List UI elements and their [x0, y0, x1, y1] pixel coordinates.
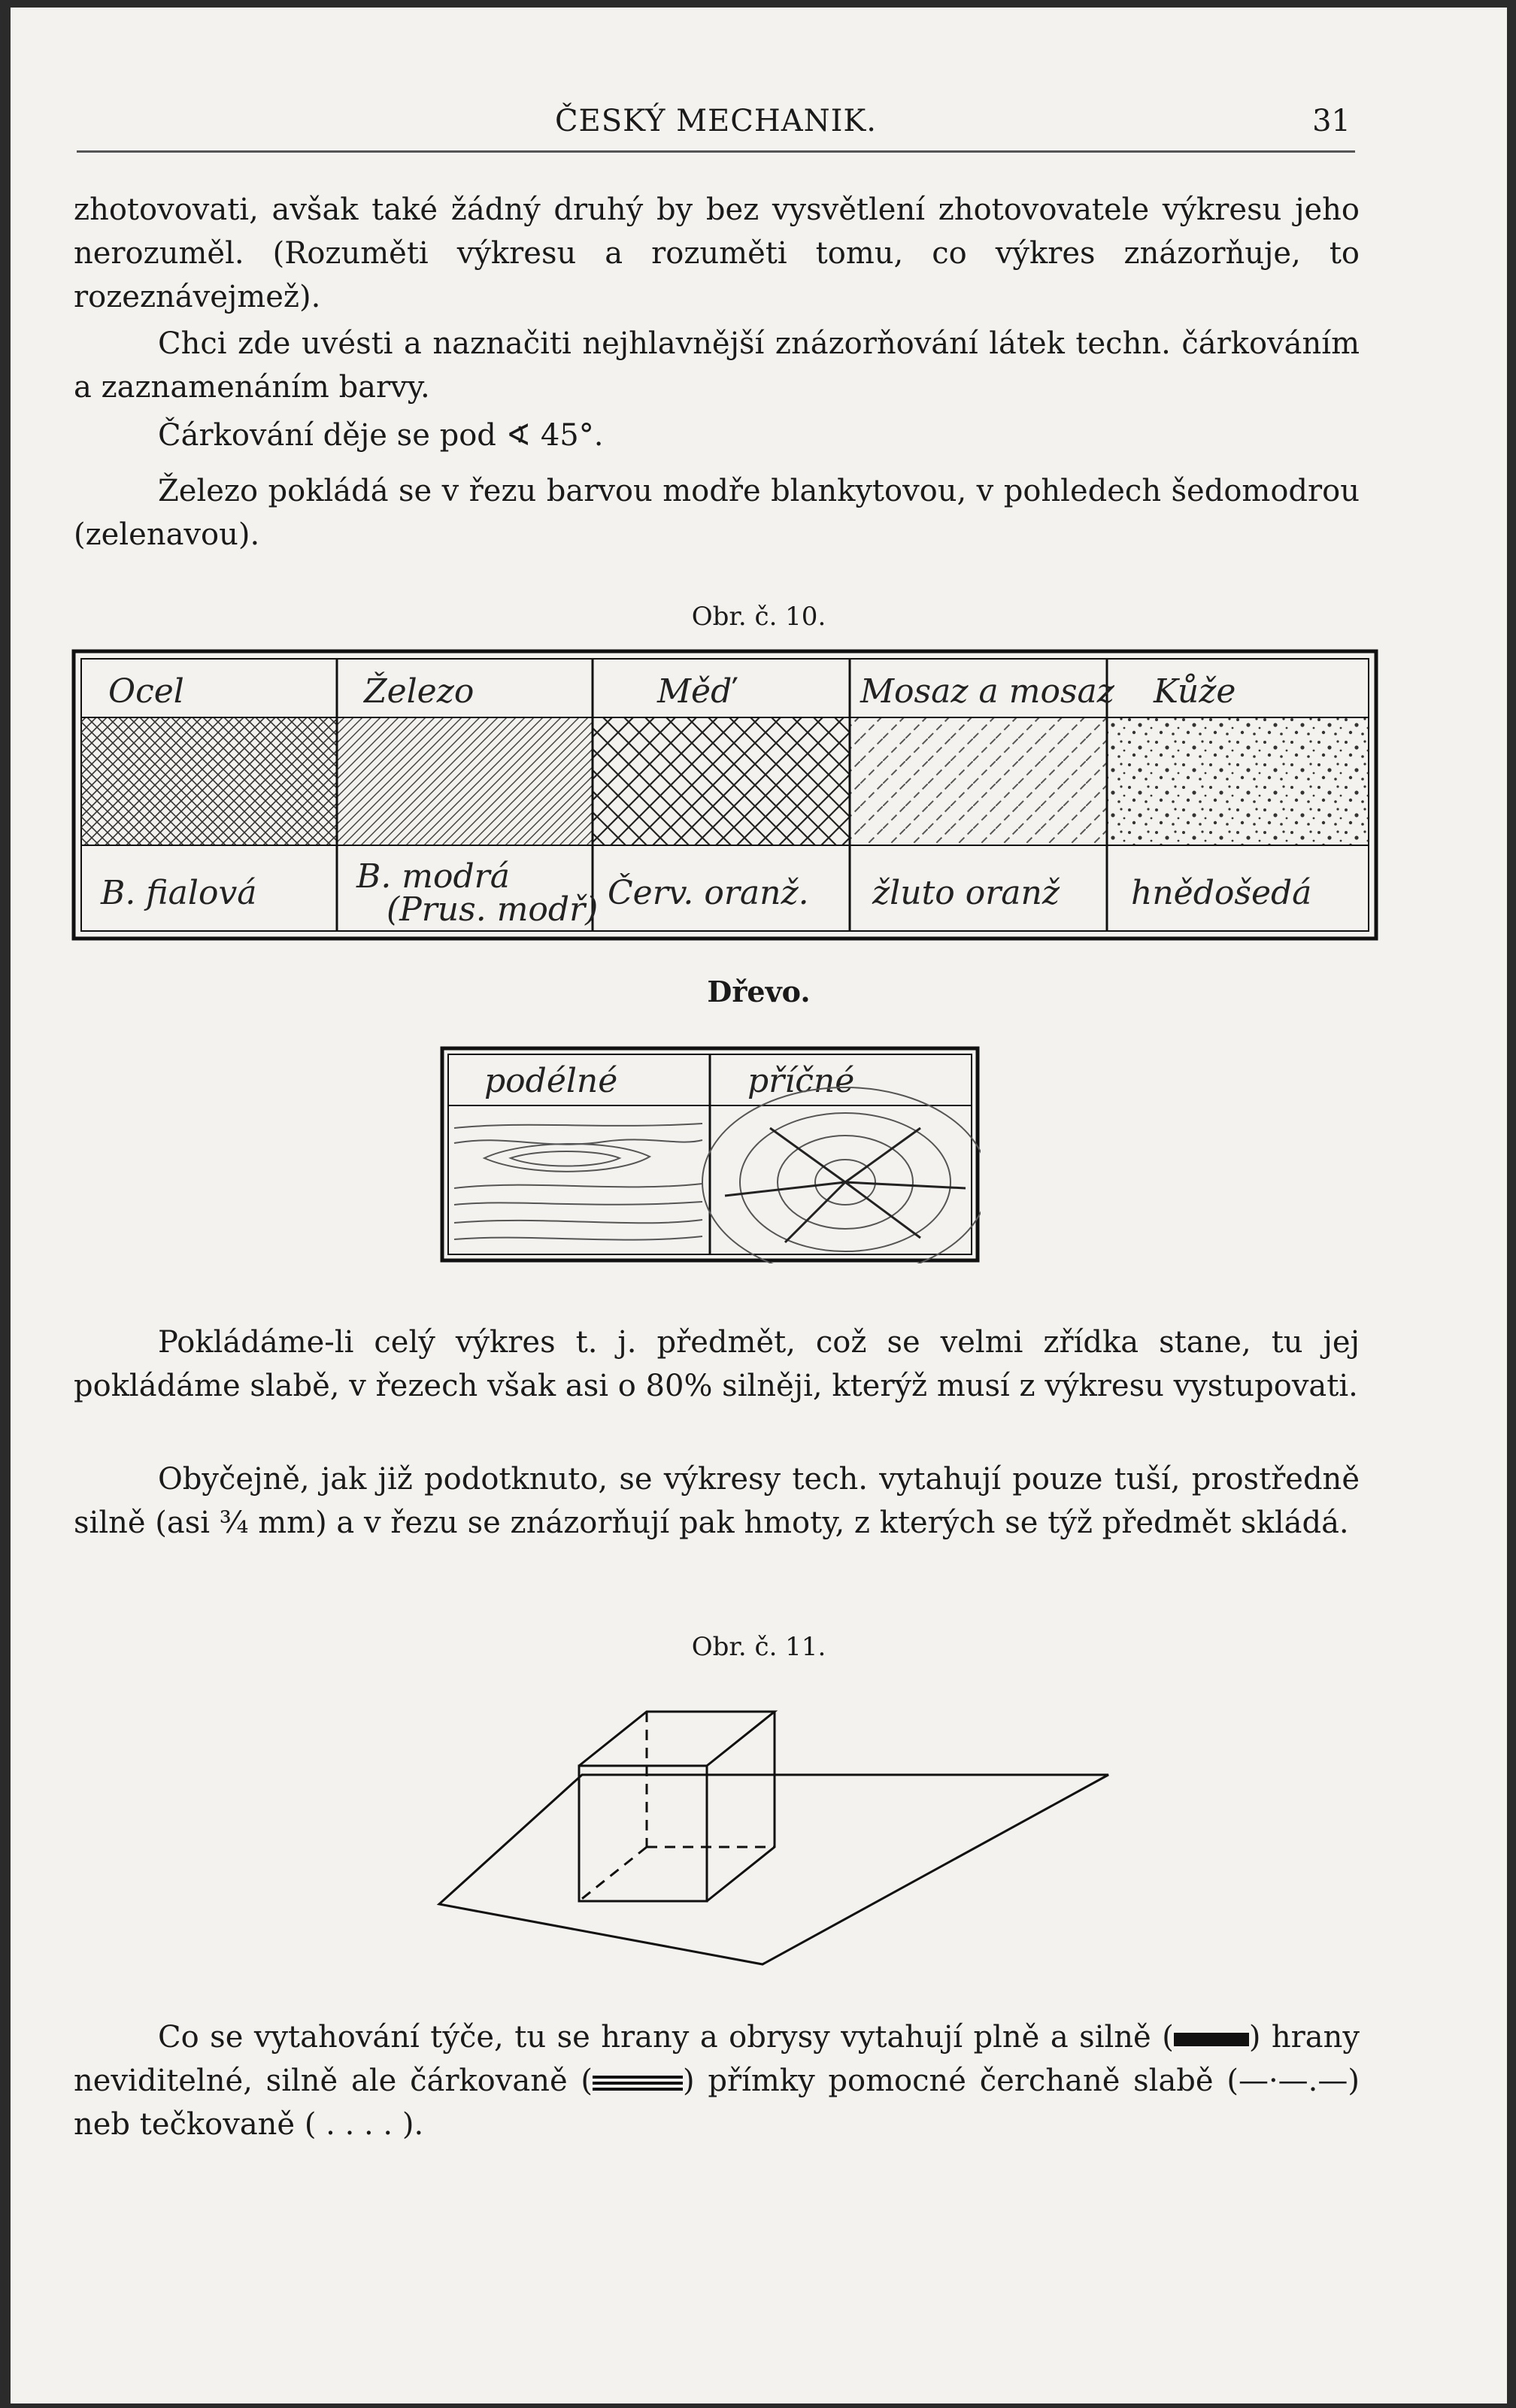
- paragraph-3: Čárkování děje se pod ∢ 45°.: [158, 418, 604, 453]
- dashed-line-sample: [593, 2070, 683, 2096]
- fig10-caption: Obr. č. 10.: [691, 602, 826, 632]
- color-ocel: B. fialová: [101, 874, 257, 912]
- color-mosaz: žluto oranž: [872, 874, 1060, 912]
- paragraph-6: Obyčejně, jak již podotknuto, se výkresy tech. vytahují pouze tuší, prostředně silně (asi ¾ mm) a v řezu se znázorňují pak hmoty, z kterých se týž předmět skládá.: [74, 1462, 1360, 1540]
- wood-hatching-table: [439, 1045, 981, 1263]
- label-med: Měď: [657, 672, 732, 711]
- color-med: Červ. oranž.: [608, 874, 809, 912]
- line-types-text-2: ) hrany neviditelné, silně ale čárkovaně (: [74, 2020, 1360, 2098]
- solid-line-sample: [1174, 2033, 1249, 2046]
- label-podelne: podélné: [484, 1062, 618, 1100]
- line-types-text-1: Co se vytahování týče, tu se hrany a obrysy vytahují plně a silně (: [158, 2020, 1174, 2055]
- wood-caption: Dřevo.: [707, 975, 811, 1008]
- header-title: ČESKÝ MECHANIK.: [554, 104, 878, 138]
- hidden-edges: [579, 1712, 775, 1901]
- page-number: 31: [1312, 104, 1351, 138]
- paragraph-7: [74, 2015, 1360, 2146]
- hatch-kuze: [1107, 717, 1369, 845]
- hatch-mosaz: [850, 717, 1107, 845]
- paragraph-5: Pokládáme-li celý výkres t. j. předmět, což se velmi zřídka stane, tu jej pokládáme slabě, v řezech však asi o 80% silněji, kterýž musí z výkresu vystupovati.: [74, 1325, 1360, 1403]
- material-hatching-table: [71, 648, 1379, 942]
- fig11-caption: Obr. č. 11.: [691, 1632, 826, 1662]
- hatch-ocel: [81, 717, 337, 845]
- cube-top: [579, 1712, 775, 1766]
- color-zelezo-sub: (Prus. modř): [387, 890, 599, 929]
- label-kuze: Kůže: [1154, 672, 1236, 711]
- color-zelezo: B. modrá: [356, 857, 510, 896]
- cube-on-plane-drawing: [432, 1700, 1123, 1978]
- line-types-text-3: ) přímky pomocné čerchaně slabě (—·—.—) neb tečkovaně ( . . . . ).: [74, 2064, 1360, 2142]
- label-ocel: Ocel: [108, 672, 184, 711]
- label-mosaz: Mosaz a mosaz: [860, 672, 1114, 711]
- wood-grain-transverse: [702, 1087, 981, 1263]
- paragraph-1: zhotovovati, avšak také žádný druhý by bez vysvětlení zhotovovatele výkresu jeho nerozuměl. (Rozuměti výkresu a rozuměti tomu, co výkres znázorňuje, to rozeznávejmež).: [74, 193, 1360, 314]
- hatch-med: [593, 717, 850, 845]
- paragraph-4: Železo pokládá se v řezu barvou modře blankytovou, v pohledech šedomodrou (zelenavou).: [74, 474, 1360, 552]
- page: [11, 8, 1507, 2403]
- paragraph-2: Chci zde uvésti a naznačiti nejhlavnější znázorňování látek techn. čárkováním a zaznamenáním barvy.: [74, 326, 1360, 405]
- label-zelezo: Železo: [364, 672, 475, 711]
- color-kuze: hnědošedá: [1131, 874, 1312, 912]
- label-pricne: příčné: [747, 1062, 855, 1100]
- running-header: [77, 98, 1355, 153]
- hatch-zelezo: [337, 717, 593, 845]
- wood-grain-longitudinal: [454, 1124, 702, 1240]
- cube-front: [579, 1766, 707, 1901]
